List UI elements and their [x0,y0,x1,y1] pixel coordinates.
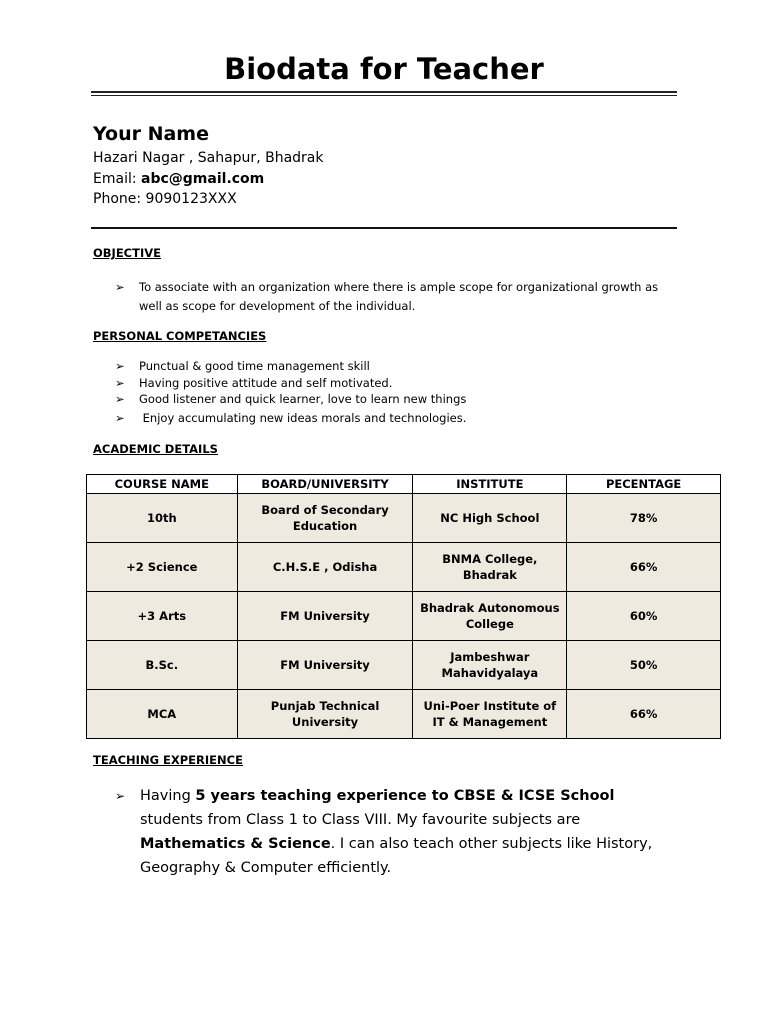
competencies-list [115,358,675,426]
table-cell: Uni-Poer Institute of IT & Management [413,690,567,739]
arrow-bullet-icon: ➢ [115,410,125,425]
table-row [87,641,721,690]
list-item: ➢ Good listener and quick learner, love to learn new things [115,392,467,406]
table-cell: Jambeshwar Mahavidyalaya [413,641,567,690]
column-header: COURSE NAME [87,475,238,494]
table-cell: NC High School [413,494,567,543]
table-cell: BNMA College, Bhadrak [413,543,567,592]
applicant-name: Your Name [93,123,209,145]
list-item: ➢ Punctual & good time management skill [115,359,370,373]
table-cell: B.Sc. [87,641,238,690]
address: Hazari Nagar , Sahapur, Bhadrak [93,150,324,166]
header-divider [91,227,677,229]
academic-table [86,474,721,739]
arrow-bullet-icon: ➢ [115,375,125,390]
email-value: abc@gmail.com [141,171,265,187]
arrow-bullet-icon: ➢ [115,392,125,406]
table-cell: C.H.S.E , Odisha [237,543,413,592]
title-divider [91,91,677,96]
table-cell: FM University [237,641,413,690]
table-row [87,543,721,592]
column-header: INSTITUTE [413,475,567,494]
table-row [87,690,721,739]
competencies-heading: PERSONAL COMPETANCIES [93,329,267,343]
arrow-bullet-icon: ➢ [115,789,126,803]
table-cell: 66% [567,690,721,739]
table-cell: FM University [237,592,413,641]
table-row [87,494,721,543]
table-cell: Bhadrak Autonomous College [413,592,567,641]
list-item: ➢ Enjoy accumulating new ideas morals and technologies. [115,410,467,425]
page-title: Biodata for Teacher [224,52,544,86]
list-item: ➢ To associate with an organization where there is ample scope for organizational growth as well as scope for development of the individual. [115,280,659,313]
arrow-bullet-icon: ➢ [115,280,125,294]
table-header-row [87,475,721,494]
phone-line [93,191,237,207]
table-cell: Punjab Technical University [237,690,413,739]
table-cell: +3 Arts [87,592,238,641]
objective-list [115,278,675,316]
column-header: BOARD/UNIVERSITY [237,475,413,494]
experience-heading: TEACHING EXPERIENCE [93,753,243,767]
table-cell: 50% [567,641,721,690]
column-header: PECENTAGE [567,475,721,494]
table-cell: 60% [567,592,721,641]
email-line [93,171,264,187]
table-cell: MCA [87,690,238,739]
arrow-bullet-icon: ➢ [115,359,125,373]
phone-label: Phone: [93,191,146,207]
phone-value: 9090123XXX [145,191,237,207]
academic-heading: ACADEMIC DETAILS [93,442,218,456]
table-cell: 78% [567,494,721,543]
table-cell: 10th [87,494,238,543]
table-row [87,592,721,641]
list-item: ➢ Having positive attitude and self motivated. [115,375,393,390]
table-cell: +2 Science [87,543,238,592]
table-cell: 66% [567,543,721,592]
table-cell: Board of Secondary Education [237,494,413,543]
experience-paragraph: ➢ Having 5 years teaching experience to CBSE & ICSE School students from Class 1 to Class VIII. My favourite subjects are Mathematics & Science. I can also teach other subjects like History, Geography & Computer efficiently. [115,784,655,880]
email-label: Email: [93,171,142,187]
objective-heading: OBJECTIVE [93,246,161,260]
